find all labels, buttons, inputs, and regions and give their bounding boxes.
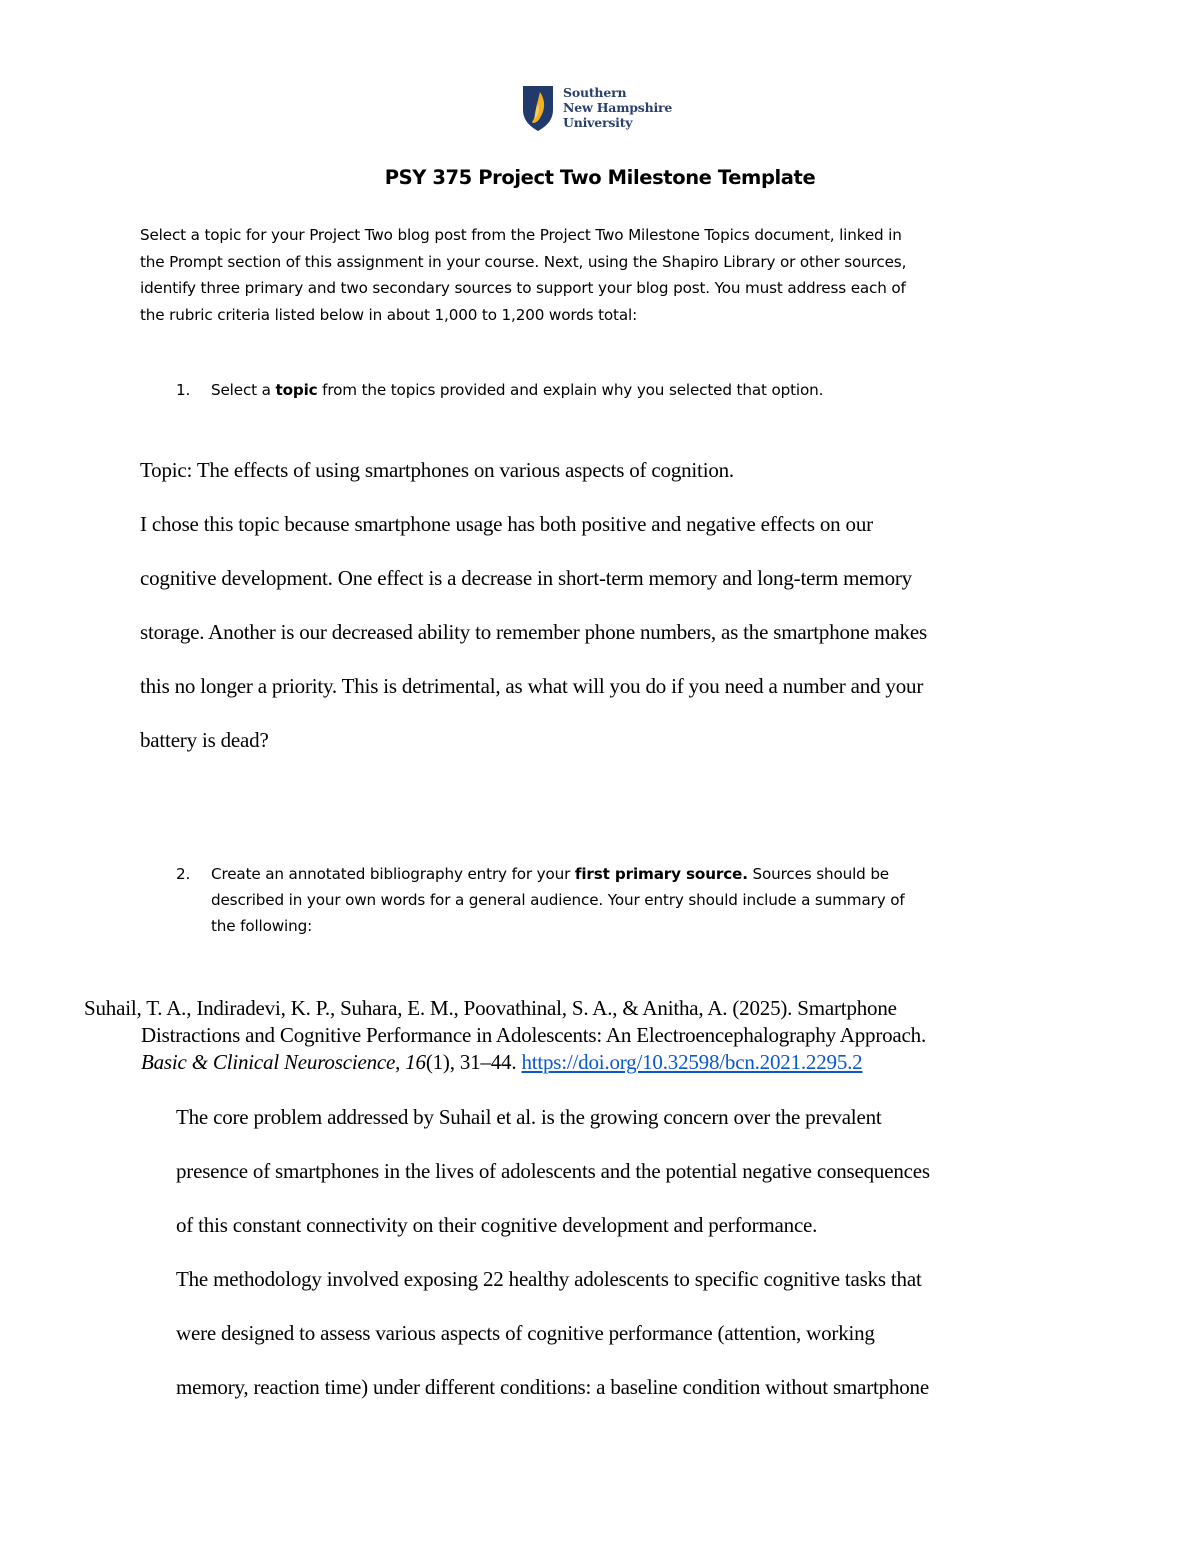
logo-wordmark [563, 85, 693, 130]
citation-journal: Basic & Clinical Neuroscience [141, 1050, 396, 1074]
citation-volume: 16 [405, 1050, 426, 1074]
prompt-item-2 [176, 865, 1056, 945]
answer-line: cognitive development. One effect is a decrease in short-term memory and long-term memory [140, 566, 912, 590]
logo-line-2: New Hampshire [563, 100, 673, 115]
doi-link[interactable]: https://doi.org/10.32598/bcn.2021.2295.2 [521, 1050, 863, 1074]
citation-line-2: Distractions and Cognitive Performance in Adolescents: An Electroencephalography Approach. [141, 1023, 927, 1047]
prompt-item-1 [176, 381, 1036, 405]
citation-entry [84, 996, 1084, 1086]
item-text [211, 865, 889, 883]
item-text-post: Sources should be [747, 865, 890, 883]
item-text-bold: first primary source. [574, 865, 748, 883]
citation-issue-pages: (1), 31–44. [425, 1050, 522, 1074]
citation-line-3 [141, 1050, 862, 1075]
summary-line: The methodology involved exposing 22 healthy adolescents to specific cognitive tasks that [176, 1267, 922, 1291]
item-text-line-3: the following: [211, 917, 313, 935]
citation-separator: , [395, 1050, 406, 1074]
logo-line-3: University [563, 115, 633, 130]
intro-line: identify three primary and two secondary sources to support your blog post. You must address each of [140, 279, 906, 297]
summary-line: memory, reaction time) under different conditions: a baseline condition without smartphone [176, 1375, 929, 1399]
item-text-pre: Select a [211, 381, 276, 399]
logo-line-1: Southern [563, 85, 627, 100]
item-text-line-2: described in your own words for a general audience. Your entry should include a summary of [211, 891, 905, 909]
page-title: PSY 375 Project Two Milestone Template [384, 166, 816, 189]
item-text-bold: topic [275, 381, 318, 399]
intro-line: the Prompt section of this assignment in your course. Next, using the Shapiro Library or other sources, [140, 252, 907, 271]
answer-line: this no longer a priority. This is detrimental, as what will you do if you need a number and your [140, 674, 924, 698]
snhu-shield-icon [521, 84, 555, 132]
item-text-post: from the topics provided and explain why you selected that option. [317, 381, 824, 399]
summary-paragraph [176, 1105, 1076, 1405]
summary-line: of this constant connectivity on their cognitive development and performance. [176, 1213, 818, 1237]
item-text-pre: Create an annotated bibliography entry for your [211, 865, 575, 883]
topic-line: Topic: The effects of using smartphones on various aspects of cognition. [140, 458, 734, 482]
answer-line: I chose this topic because smartphone usage has both positive and negative effects on our [140, 512, 873, 536]
citation-line-1: Suhail, T. A., Indiradevi, K. P., Suhara, E. M., Poovathinal, S. A., & Anitha, A. (2025). Smartphone [84, 996, 897, 1020]
university-logo [521, 84, 691, 134]
answer-line: storage. Another is our decreased ability to remember phone numbers, as the smartphone makes [140, 620, 927, 644]
item-text [211, 381, 823, 399]
item-number: 2. [176, 865, 191, 883]
answer-paragraph [140, 512, 1080, 782]
intro-line: Select a topic for your Project Two blog post from the Project Two Milestone Topics document, linked in [140, 226, 902, 244]
summary-line: The core problem addressed by Suhail et al. is the growing concern over the prevalent [176, 1105, 882, 1129]
answer-line: battery is dead? [140, 728, 269, 752]
item-number: 1. [176, 381, 191, 399]
summary-line: were designed to assess various aspects of cognitive performance (attention, working [176, 1321, 875, 1345]
intro-line: the rubric criteria listed below in about 1,000 to 1,200 words total: [140, 305, 638, 324]
intro-paragraph [140, 222, 1060, 328]
summary-line: presence of smartphones in the lives of adolescents and the potential negative consequences [176, 1159, 930, 1183]
